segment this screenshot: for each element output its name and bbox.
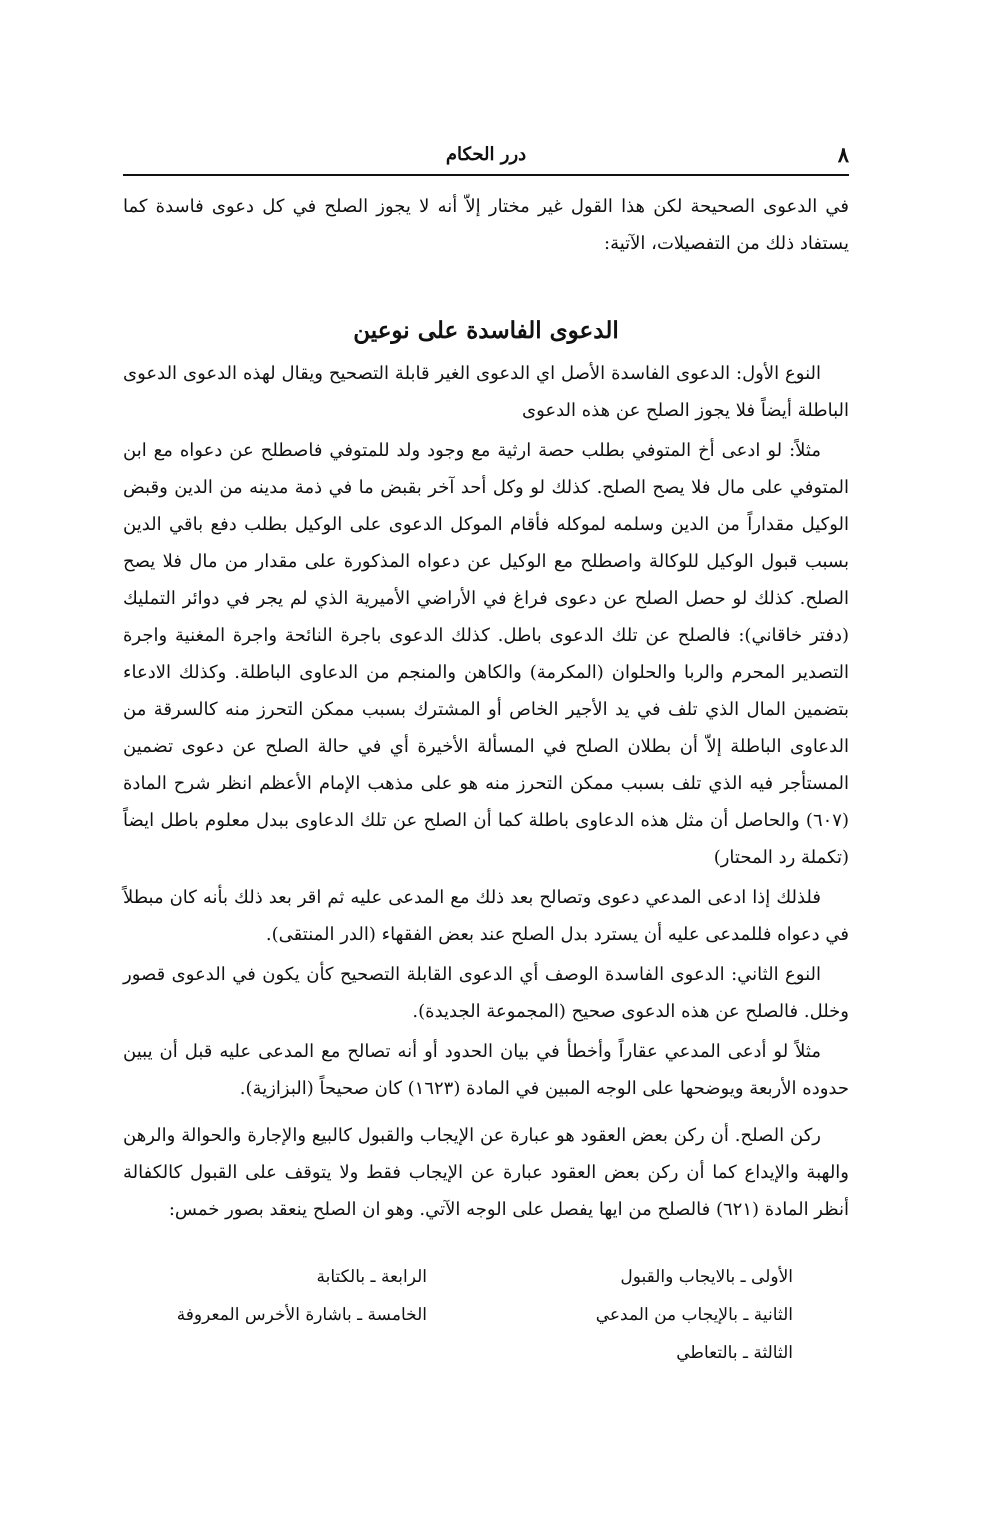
page-header xyxy=(123,140,849,176)
intro-paragraph: في الدعوى الصحيحة لكن هذا القول غير مختار إلاّ أنه لا يجوز الصلح في كل دعوى فاسدة كما يستفاد ذلك من التفصيلات، الآتية: xyxy=(123,196,849,254)
form-item: الخامسة ـ باشارة الأخرس المعروفة xyxy=(176,1305,427,1325)
form-item: الثالثة ـ بالتعاطي xyxy=(676,1343,793,1363)
paragraph-second-type: النوع الثاني: الدعوى الفاسدة الوصف أي الدعوى القابلة التصحيح كأن يكون في الدعوى قصور وخلل. فالصلح عن هذه الدعوى صحيح (المجموعة الجديدة). xyxy=(123,964,849,1022)
page-body xyxy=(123,188,849,1228)
section-title: الدعوى الفاسدة على نوعين xyxy=(353,317,619,344)
paragraph-first-type: النوع الأول: الدعوى الفاسدة الأصل اي الدعوى الغير قابلة التصحيح ويقال لهذه الدعوى الدعوى الباطلة أيضاً فلا يجوز الصلح عن هذه الدعوى xyxy=(123,363,849,421)
forms-column-left xyxy=(127,1258,427,1334)
spacer xyxy=(123,262,849,312)
paragraph-second-example: مثلاً لو أدعى المدعي عقاراً وأخطأ في بيان الحدود أو أنه تصالح مع المدعى عليه قبل أن يبين حدوده الأربعة ويوضحها على الوجه المبين في المادة (١٦٢٣) كان صحيحاً (البزازية). xyxy=(123,1041,849,1099)
paragraph-examples: مثلاً: لو ادعى أخ المتوفي بطلب حصة ارثية مع وجود ولد للمتوفي فاصطلح عن دعواه مع ابن المتوفي على مال فلا يصح الصلح. كذلك لو وكل أحد آخر بقبض ما في ذمة مدينه من الدين وقبض الوكيل مقداراً من الدين وسلمه لموكله فأقام الموكل الدعوى على الوكيل بطلب دفع باقي الدين بسبب قبول الوكيل للوكالة واصطلح مع الوكيل عن دعواه المذكورة على مقدار من مال فلا يصح الصلح. كذلك لو حصل الصلح عن دعوى فراغ في الأراضي الأميرية الذي لم يجر في دوائر التمليك (دفتر خاقاني): فالصلح عن تلك الدعوى باطل. كذلك الدعوى باجرة النائحة واجرة المغنية واجرة التصدير المحرم والربا والحلوان (المكرمة) والكاهن والمنجم من الدعاوى الباطلة. وكذلك الادعاء بتضمين المال الذي تلف في يد الأجير الخاص أو المشترك بسبب ممكن التحرز منه كالسرقة من الدعاوى الباطلة إلاّ أن بطلان الصلح في المسألة الأخيرة أي في حالة الصلح عن دعوى تضمين المستأجر فيه الذي تلف بسبب ممكن التحرز منه هو على مذهب الإمام الأعظم انظر شرح المادة (٦٠٧) والحاصل أن مثل هذه الدعاوى باطلة كما أن الصلح عن تلك الدعاوى ببدل معلوم باطل ايضاً (تكملة رد المحتار) xyxy=(123,440,849,868)
form-item: الرابعة ـ بالكتابة xyxy=(316,1267,427,1287)
spacer xyxy=(123,1107,849,1117)
form-item: الثانية ـ بالإيجاب من المدعي xyxy=(595,1305,793,1325)
form-item: الأولى ـ بالايجاب والقبول xyxy=(620,1267,793,1287)
forms-column-right xyxy=(473,1258,793,1372)
page-number: ٨ xyxy=(837,142,849,167)
paragraph-pillar: ركن الصلح. أن ركن بعض العقود هو عبارة عن الإيجاب والقبول كالبيع والإجارة والحوالة والرهن والهبة والإيداع كما أن ركن بعض العقود عبارة عن الإيجاب فقط ولا يتوقف على القبول كالكفالة أنظر المادة (٦٢١) فالصلح من ايها يفصل على الوجه الآتي. وهو ان الصلح ينعقد بصور خمس: xyxy=(123,1125,849,1220)
running-title: درر الحكام xyxy=(445,144,527,165)
paragraph-consequence: فلذلك إذا ادعى المدعي دعوى وتصالح بعد ذلك مع المدعى عليه ثم اقر بعد ذلك بأنه كان مبطلاً في دعواه فللمدعى عليه أن يسترد بدل الصلح عند بعض الفقهاء (الدر المنتقى). xyxy=(123,887,849,945)
